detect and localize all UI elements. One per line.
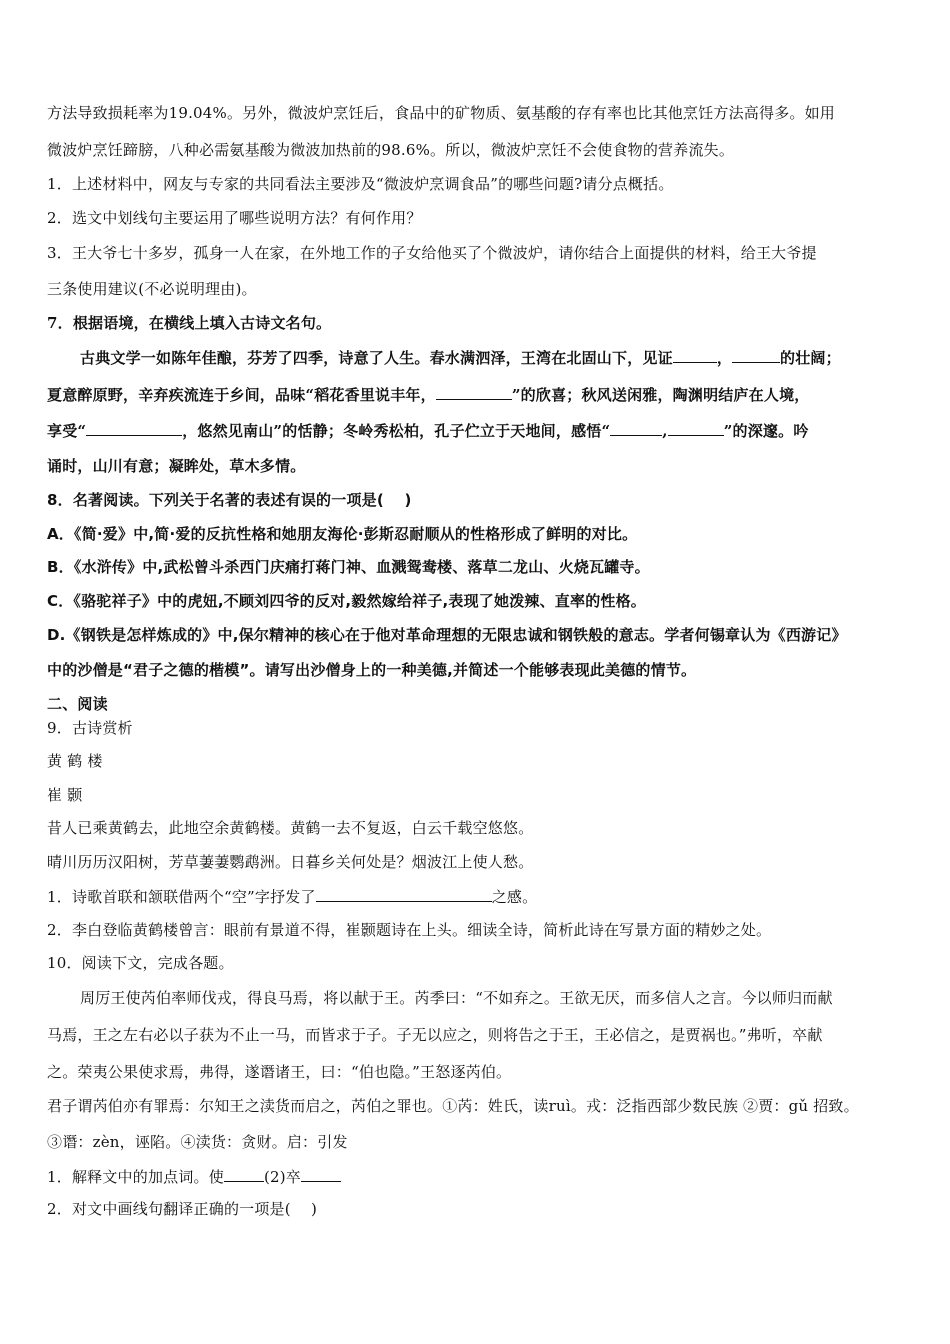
fill-blank[interactable]	[301, 1166, 341, 1182]
fill-blank[interactable]	[732, 347, 780, 363]
question-7-line-2	[47, 384, 809, 405]
question-7-text: 夏意醉原野，辛弃疾流连于乡间，品味“稻花香里说丰年，	[47, 386, 436, 404]
fill-blank[interactable]	[673, 347, 717, 363]
question-7-text: ，	[716, 349, 733, 367]
classical-text-line: 之。荣夷公果使求焉，弗得，遂谮诸王，曰：“伯也隐。”王怒逐芮伯。	[47, 1063, 512, 1081]
question-7-line-4: 诵时，山川有意；凝眸处，草木多情。	[47, 457, 306, 475]
question-7-line-3	[47, 420, 809, 441]
question-7-text: 古典文学一如陈年佳酿，芬芳了四季，诗意了人生。春水满泗泽，王湾在北固山下，见证	[80, 349, 673, 367]
question-8-title: 8．名著阅读。下列关于名著的表述有误的一项是( )	[47, 491, 412, 509]
text-line: 方法导致损耗率为19.04%。另外，微波炉烹饪后，食品中的矿物质、氨基酸的存有率也比其他烹饪方法高得多。如用	[47, 104, 835, 122]
text-line: 微波炉烹饪蹄膀，八种必需氨基酸为微波加热前的98.6%。所以，微波炉烹饪不会使食物的营养流失。	[47, 141, 735, 159]
poem-question-text: 之感。	[491, 888, 538, 906]
poem-title: 黄 鹤 楼	[47, 752, 103, 770]
question-7-text: 的壮阔；	[780, 349, 841, 367]
fill-blank[interactable]	[668, 420, 724, 436]
section-heading: 二、阅读	[47, 695, 108, 713]
poem-question-text: 1．诗歌首联和颔联借两个“空”字抒发了	[47, 888, 316, 906]
option-a: A．《简·爱》中,简·爱的反抗性格和她朋友海伦·彭斯忍耐顺从的性格形成了鲜明的对比。	[47, 525, 638, 543]
classical-text-line: 周厉王使芮伯率师伐戎，得良马焉，将以献于王。芮季曰：“不如弃之。王欲无厌，而多信人之言。今以师归而献	[80, 989, 833, 1007]
question-2: 2．选文中划线句主要运用了哪些说明方法？有何作用？	[47, 209, 422, 227]
option-c: C．《骆驼祥子》中的虎妞,不顾刘四爷的反对,毅然嫁给祥子,表现了她泼辣、直率的性格。	[47, 592, 647, 610]
option-d-continued: 中的沙僧是“君子之德的楷模”。请写出沙僧身上的一种美德,并简述一个能够表现此美德的情节。	[47, 661, 697, 679]
question-3: 3．王大爷七十多岁，孤身一人在家，在外地工作的子女给他买了个微波炉，请你结合上面提供的材料，给王大爷提	[47, 244, 817, 262]
fill-blank[interactable]	[610, 420, 662, 436]
question-10-2: 2．对文中画线句翻译正确的一项是( )	[47, 1200, 318, 1218]
question-7-line-1	[80, 347, 841, 368]
question-9-title: 9．古诗赏析	[47, 719, 133, 737]
question-10-title: 10．阅读下文，完成各题。	[47, 954, 234, 972]
question-10-1	[47, 1166, 341, 1187]
annotation-line: ③谮：zèn，诬陷。④渎货：贪财。启：引发	[47, 1133, 348, 1151]
fill-blank[interactable]	[316, 886, 492, 902]
question-7-text: ”的深邃。吟	[723, 422, 809, 440]
poem-question-1	[47, 886, 537, 907]
question-7-text: ，悠然见南山”的恬静；冬岭秀松柏，孔子伫立于天地间，感悟“	[182, 422, 611, 440]
poem-question-2: 2．李白登临黄鹤楼曾言：眼前有景道不得，崔颢题诗在上头。细读全诗，简析此诗在写景方面的精妙之处。	[47, 921, 772, 939]
classical-text-line: 马焉，王之左右必以子获为不止一马，而皆求于子。子无以应之，则将告之于王，王必信之，是贾祸也。”弗听，卒献	[47, 1026, 823, 1044]
fill-blank[interactable]	[224, 1166, 264, 1182]
poem-line: 昔人已乘黄鹤去，此地空余黄鹤楼。黄鹤一去不复返，白云千载空悠悠。	[47, 819, 534, 837]
question-7-text: ,	[662, 422, 668, 440]
fill-blank[interactable]	[436, 384, 512, 400]
question-10-1-text: (2)卒	[263, 1168, 302, 1186]
question-10-1-text: 1．解释文中的加点词。使	[47, 1168, 224, 1186]
poem-author: 崔 颢	[47, 786, 83, 804]
question-3-continued: 三条使用建议(不必说明理由)。	[47, 280, 257, 298]
fill-blank[interactable]	[86, 420, 182, 436]
option-b: B．《水浒传》中,武松曾斗杀西门庆痛打蒋门神、血溅鸳鸯楼、落草二龙山、火烧瓦罐寺。	[47, 558, 650, 576]
question-7-title: 7．根据语境，在横线上填入古诗文名句。	[47, 314, 332, 332]
question-1: 1．上述材料中，网友与专家的共同看法主要涉及“微波炉烹调食品”的哪些问题?请分点概括。	[47, 175, 674, 193]
annotation-line: 君子谓芮伯亦有罪焉：尔知王之渎货而启之，芮伯之罪也。①芮：姓氏，读ruì。戎：泛指西部少数民族 ②贾：gǔ 招致。	[47, 1097, 859, 1115]
question-7-text: ”的欣喜；秋风送闲雅，陶渊明结庐在人境，	[511, 386, 810, 404]
poem-line: 晴川历历汉阳树，芳草萋萋鹦鹉洲。日暮乡关何处是？烟波江上使人愁。	[47, 853, 534, 871]
option-d: D.《钢铁是怎样炼成的》中,保尔精神的核心在于他对革命理想的无限忠诚和钢铁般的意志。学者何锡章认为《西游记》	[47, 626, 847, 644]
question-7-text: 享受“	[47, 422, 87, 440]
